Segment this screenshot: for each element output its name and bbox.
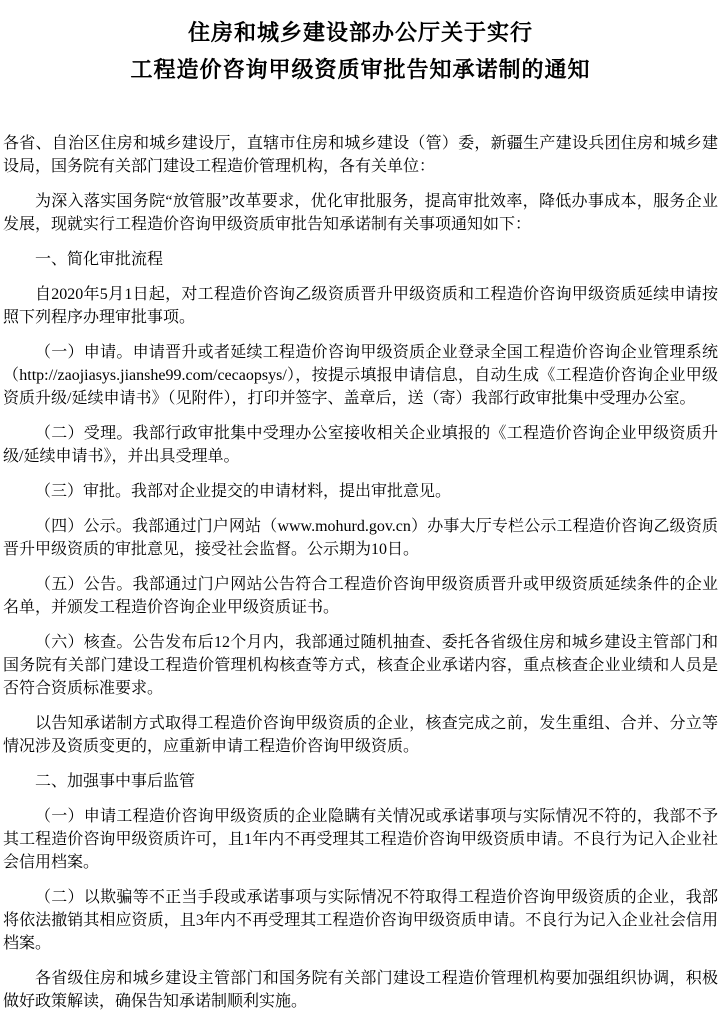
paragraph-step-application: （一）申请。申请晋升或者延续工程造价咨询甲级资质企业登录全国工程造价咨询企业管理系统（http://zaojiasys.jianshe99.com/cecaopsys/），按提示填报申请信息，自动生成《工程造价咨询企业甲级资质升级/延续申请书》（见附件），打印并签字、盖章后，送（寄）我部行政审批集中受理办公室。 xyxy=(3,344,718,407)
paragraph-step-acceptance: （二）受理。我部行政审批集中受理办公室接收相关企业填报的《工程造价咨询企业甲级资质升级/延续申请书》，并出具受理单。 xyxy=(3,425,718,465)
paragraph-step-approval: （三）审批。我部对企业提交的申请材料，提出审批意见。 xyxy=(35,483,452,500)
paragraph-penalty-concealment: （一）申请工程造价咨询甲级资质的企业隐瞒有关情况或承诺事项与实际情况不符的，我部不予其工程造价咨询甲级资质许可，且1年内不再受理其工程造价咨询甲级资质申请。不良行为记入企业社会信用档案。 xyxy=(3,808,718,871)
paragraph-step-publicity: （四）公示。我部通过门户网站（www.mohurd.gov.cn）办事大厅专栏公示工程造价咨询乙级资质晋升甲级资质的审批意见，接受社会监督。公示期为10日。 xyxy=(3,518,718,558)
paragraph-section-1-intro: 自2020年5月1日起，对工程造价咨询乙级资质晋升甲级资质和工程造价咨询甲级资质延续申请按照下列程序办理审批事项。 xyxy=(3,286,718,326)
paragraph-reapplication-note: 以告知承诺制方式取得工程造价咨询甲级资质的企业，核查完成之前，发生重组、合并、分立等情况涉及资质变更的，应重新申请工程造价咨询甲级资质。 xyxy=(3,715,718,755)
paragraph-penalty-fraud: （二）以欺骗等不正当手段或承诺事项与实际情况不符取得工程造价咨询甲级资质的企业，我部将依法撤销其相应资质，且3年内不再受理其工程造价咨询甲级资质申请。不良行为记入企业社会信用档案。 xyxy=(3,889,718,952)
document-title-line-2: 工程造价咨询甲级资质审批告知承诺制的通知 xyxy=(130,57,591,82)
paragraph-step-announcement: （五）公告。我部通过门户网站公告符合工程造价咨询甲级资质晋升或甲级资质延续条件的企业名单，并颁发工程造价咨询企业甲级资质证书。 xyxy=(3,576,718,616)
paragraph-intro: 为深入落实国务院“放管服”改革要求，优化审批服务，提高审批效率，降低办事成本，服务企业发展，现就实行工程造价咨询甲级资质审批告知承诺制有关事项通知如下： xyxy=(3,193,718,233)
document-body xyxy=(3,132,718,1013)
paragraph-closing: 各省级住房和城乡建设主管部门和国务院有关部门建设工程造价管理机构要加强组织协调，积极做好政策解读，确保告知承诺制顺利实施。 xyxy=(3,970,718,1010)
section-1-heading: 一、简化审批流程 xyxy=(35,251,164,268)
section-2-heading: 二、加强事中事后监管 xyxy=(35,773,196,790)
document-title-line-1: 住房和城乡建设部办公厅关于实行 xyxy=(187,20,533,45)
paragraph-addressee: 各省、自治区住房和城乡建设厅，直辖市住房和城乡建设（管）委，新疆生产建设兵团住房和城乡建设局，国务院有关部门建设工程造价管理机构，各有关单位： xyxy=(3,135,718,175)
document-title xyxy=(3,14,718,88)
paragraph-step-verification: （六）核查。公告发布后12个月内，我部通过随机抽查、委托各省级住房和城乡建设主管部门和国务院有关部门建设工程造价管理机构核查等方式，核查企业承诺内容，重点核查企业业绩和人员是否符合资质标准要求。 xyxy=(3,634,718,697)
